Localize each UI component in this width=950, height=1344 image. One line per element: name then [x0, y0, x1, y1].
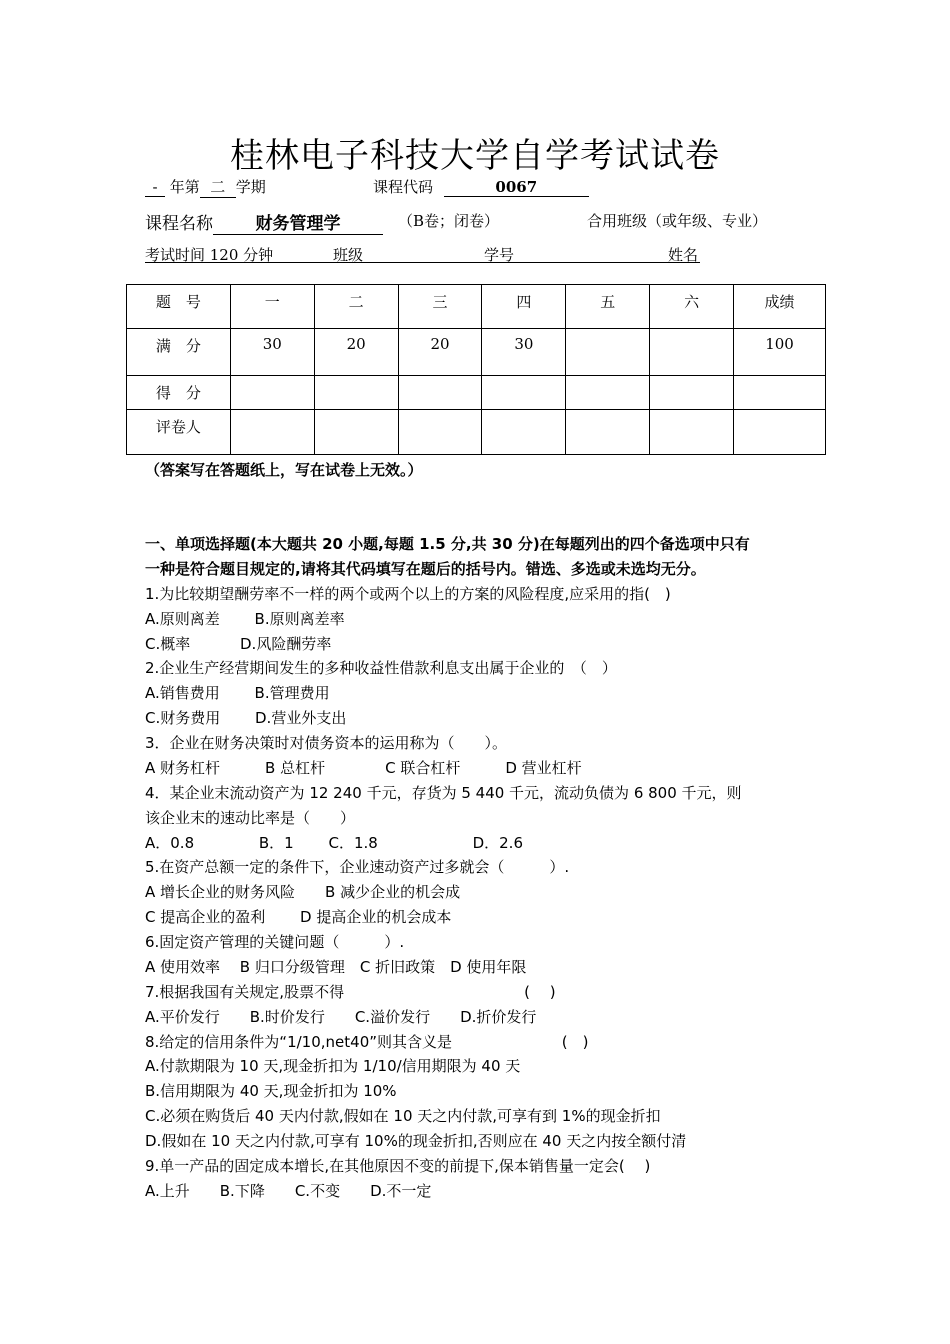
table-cell: 二 — [314, 285, 398, 329]
table-cell[interactable] — [650, 410, 734, 455]
table-cell[interactable] — [230, 410, 314, 455]
table-cell: 30 — [482, 329, 566, 376]
score-table-header-row — [127, 285, 826, 329]
table-cell[interactable] — [566, 376, 650, 410]
question-line: C.必须在购货后 40 天内付款,假如在 10 天之内付款,可享有到 1%的现金折扣 — [145, 1107, 661, 1125]
question-line: 6.固定资产管理的关键问题（ ）. — [145, 933, 405, 951]
question-line: A.销售费用 B.管理费用 — [145, 684, 330, 702]
table-cell[interactable] — [482, 376, 566, 410]
question-line: A.原则离差 B.原则离差率 — [145, 610, 345, 628]
question-line: A.上升 B.下降 C.不变 D.不一定 — [145, 1182, 432, 1200]
score-table — [126, 284, 826, 455]
table-cell[interactable] — [398, 410, 482, 455]
question-line: 2.企业生产经营期间发生的多种收益性借款利息支出属于企业的 （ ） — [145, 659, 617, 677]
question-line: 9.单一产品的固定成本增长,在其他原因不变的前提下,保本销售量一定会( ) — [145, 1157, 651, 1175]
question-line: C 提高企业的盈利 D 提高企业的机会成本 — [145, 908, 452, 926]
table-cell[interactable] — [566, 410, 650, 455]
applicable-class: 合用班级（或年级、专业） — [587, 212, 768, 230]
term-year-label: 年第 — [169, 178, 200, 196]
question-line: A．0.8 B．1 C．1.8 D．2.6 — [145, 834, 523, 852]
question-line: A 增长企业的财务风险 B 减少企业的机会成 — [145, 883, 461, 901]
question-line: 7.根据我国有关规定,股票不得 ( ) — [145, 983, 556, 1001]
course-code-label: 课程代码 — [373, 178, 434, 196]
table-row — [127, 376, 826, 410]
question-line: 3．企业在财务决策时对债务资本的运用称为（ ）。 — [145, 734, 508, 752]
name-label: 姓名 — [668, 246, 699, 264]
table-cell — [566, 329, 650, 376]
page-title: 桂林电子科技大学自学考试试卷 — [230, 136, 720, 176]
section-title-line1: 一、单项选择题(本大题共 20 小题,每题 1.5 分,共 30 分)在每题列出的四个备选项中只有 — [145, 535, 750, 553]
class-label: 班级 — [333, 246, 364, 264]
table-cell[interactable] — [734, 376, 826, 410]
table-cell — [650, 329, 734, 376]
question-line: 5.在资产总额一定的条件下，企业速动资产过多就会（ ）. — [145, 858, 570, 876]
table-cell: 20 — [314, 329, 398, 376]
exam-time: 考试时间 120 分钟 — [145, 246, 274, 264]
table-cell[interactable] — [398, 376, 482, 410]
question-line: A.平价发行 B.时价发行 C.溢价发行 D.折价发行 — [145, 1008, 537, 1026]
table-cell: 成绩 — [734, 285, 826, 329]
paper-type: （B卷；闭卷） — [398, 212, 500, 230]
term-prefix: - — [145, 178, 165, 197]
course-name-value: 财务管理学 — [213, 209, 383, 235]
question-line: 该企业末的速动比率是（ ） — [145, 809, 356, 827]
course-name-line — [145, 209, 383, 235]
table-cell: 三 — [398, 285, 482, 329]
question-line: B.信用期限为 40 天,现金折扣为 10% — [145, 1082, 397, 1100]
table-cell: 四 — [482, 285, 566, 329]
table-cell: 20 — [398, 329, 482, 376]
term-suffix: 学期 — [235, 178, 266, 196]
table-cell: 100 — [734, 329, 826, 376]
course-name-label: 课程名称 — [145, 214, 213, 234]
term-number: 二 — [200, 176, 236, 198]
table-cell: 六 — [650, 285, 734, 329]
student-id-label: 学号 — [484, 246, 515, 264]
question-line: A 财务杠杆 B 总杠杆 C 联合杠杆 D 营业杠杆 — [145, 759, 582, 777]
table-cell[interactable] — [230, 376, 314, 410]
table-cell: 题 号 — [127, 285, 231, 329]
table-cell[interactable] — [650, 376, 734, 410]
table-cell[interactable] — [482, 410, 566, 455]
term-line — [145, 176, 266, 198]
section-title-line2: 一种是符合题目规定的,请将其代码填写在题后的括号内。错选、多选或未选均无分。 — [145, 560, 706, 578]
question-line: A.付款期限为 10 天,现金折扣为 1/10/信用期限为 40 天 — [145, 1057, 521, 1075]
table-cell[interactable] — [734, 410, 826, 455]
question-line: 4．某企业末流动资产为 12 240 千元，存货为 5 440 千元，流动负债为 6 800 千元，则 — [145, 784, 742, 802]
question-line: D.假如在 10 天之内付款,可享有 10%的现金折扣,否则应在 40 天之内按全额付清 — [145, 1132, 687, 1150]
table-cell[interactable] — [314, 376, 398, 410]
question-line: C.财务费用 D.营业外支出 — [145, 709, 347, 727]
table-cell: 五 — [566, 285, 650, 329]
table-cell: 评卷人 — [127, 410, 231, 455]
course-code-value: 0067 — [444, 178, 589, 197]
question-line: A 使用效率 B 归口分级管理 C 折旧政策 D 使用年限 — [145, 958, 527, 976]
question-line: 1.为比较期望酬劳率不一样的两个或两个以上的方案的风险程度,应采用的指( ) — [145, 585, 671, 603]
course-code-line — [373, 176, 589, 197]
table-cell: 30 — [230, 329, 314, 376]
answer-note: （答案写在答题纸上，写在试卷上无效。） — [145, 461, 423, 479]
table-row — [127, 329, 826, 376]
table-cell: 得 分 — [127, 376, 231, 410]
table-row — [127, 410, 826, 455]
question-line: C.概率 D.风险酬劳率 — [145, 635, 332, 653]
question-line: 8.给定的信用条件为“1/10,net40”则其含义是 ( ) — [145, 1033, 589, 1051]
table-cell: 一 — [230, 285, 314, 329]
table-cell: 满 分 — [127, 329, 231, 376]
table-cell[interactable] — [314, 410, 398, 455]
